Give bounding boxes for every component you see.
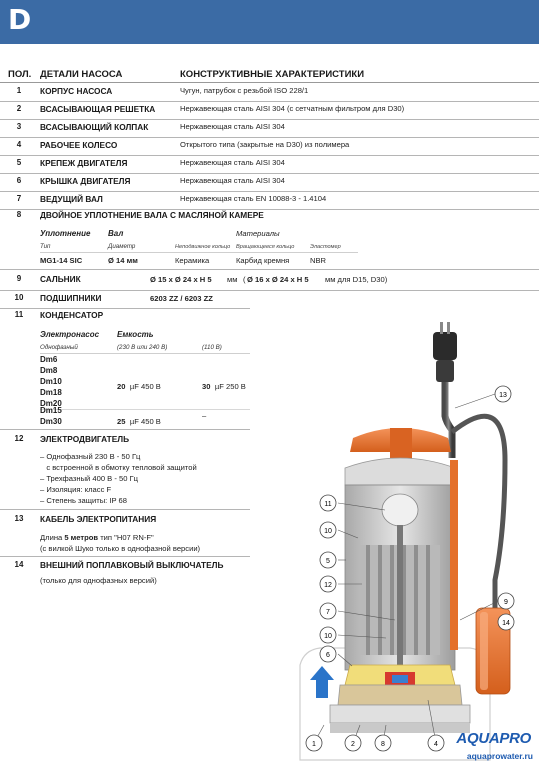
schuko-plug [433,322,457,382]
row-divider [0,269,539,270]
section-letter: D [8,3,32,36]
float-switch-note: (только для однофазных версий) [40,576,157,585]
seal-subheader-divider [40,252,358,253]
float-cable [452,416,505,610]
row-part-name: РАБОЧЕЕ КОЛЕСО [40,140,118,150]
cap-sub-110: (110 В) [202,344,222,351]
row-divider [0,290,539,291]
cap-group-divider [40,409,250,410]
callout-7 [320,603,336,619]
row-part-name: САЛЬНИК [40,274,81,284]
seal-ring [392,675,408,683]
cap-col-pump: Электронасос [40,330,100,339]
svg-text:10: 10 [324,528,332,535]
row-number: 9 [16,274,22,283]
cap-sub-230: (230 В или 240 В) [117,344,168,351]
cap-col-capacity: Емкость [117,330,154,339]
svg-text:2: 2 [351,741,355,748]
seal-sub-fixed: Неподвижное кольцо [175,244,231,250]
row-divider [0,308,250,309]
gland-unit-a: мм [227,275,238,284]
callout-10-top [320,522,336,538]
svg-text:13: 13 [499,392,507,399]
callout-6 [320,646,336,662]
cap-sub-single: Однофазный [40,344,78,351]
svg-text:4: 4 [434,741,438,748]
row-characteristic: Нержавеющая сталь AISI 304 [180,122,285,131]
row-number: 7 [16,194,22,203]
side-strip [450,460,458,650]
row-number: 2 [16,104,22,113]
seal-sub-elastomer: Эластомер [310,244,341,250]
svg-text:14: 14 [502,620,510,627]
row-divider [0,429,250,430]
svg-text:7: 7 [326,609,330,616]
callout-14 [498,614,514,630]
row-number: 8 [16,210,22,219]
seal-rotating-value: Карбид кремня [236,256,290,265]
seal-sub-rotating: Вращающееся кольцо [236,244,295,250]
motor-spec-line: – Степень защиты: IP 68 [40,496,127,505]
callout-12 [320,576,336,592]
motor-specs [40,451,197,506]
impeller [338,685,462,705]
pump-model: Dm8 [40,366,58,375]
svg-text:5: 5 [326,558,330,565]
callout-10-bottom [320,627,336,643]
row-part-name: КРЕПЕЖ ДВИГАТЕЛЯ [40,158,128,168]
pump-model: Dm10 [40,377,62,386]
flow-arrow [310,666,334,698]
callout-13 [495,386,511,402]
header-parts: ДЕТАЛИ НАСОСА [40,69,123,80]
svg-text:9: 9 [504,599,508,606]
row-part-name: ВСАСЫВАЮЩИЙ КОЛПАК [40,122,149,132]
suction-cover [330,705,470,723]
gland-unit-b: мм для D15, D30) [325,275,388,284]
capacitor [382,494,418,526]
seal-sub-diameter: Диаметр [108,243,136,250]
seal-elastomer-value: NBR [310,256,327,265]
table-row-8 [0,210,539,227]
row-characteristic: Открытого типа (закрытые на D30) из полимера [180,140,350,149]
section-banner [0,0,539,44]
svg-text:8: 8 [381,741,385,748]
callout-5 [320,552,336,568]
seal-diameter-value: Ø 14 мм [108,256,138,265]
seal-col-shaft: Вал [108,229,124,238]
header-pos: ПОЛ. [8,69,32,80]
svg-text:12: 12 [324,582,332,589]
callout-9 [498,593,514,609]
pump-model: Dm15 [40,406,62,415]
cap-subheader-divider [40,353,250,354]
bearings-value: 6203 ZZ / 6203 ZZ [150,294,213,303]
row-part-name: ВЕДУЩИЙ ВАЛ [40,194,103,204]
pump-cutaway-drawing [290,320,539,768]
callout-8 [375,735,391,751]
row-number: 4 [16,140,22,149]
callout-11 [320,495,336,511]
pump-model: Dm6 [40,355,58,364]
callout-4 [428,735,444,751]
header-characteristics: КОНСТРУКТИВНЫЕ ХАРАКТЕРИСТИКИ [180,69,365,80]
drive-shaft [397,525,403,685]
row-part-name: КОРПУС НАСОСА [40,86,113,96]
row-number: 10 [14,293,24,302]
svg-text:10: 10 [324,633,332,640]
row-number: 14 [14,560,24,569]
motor-spec-line: с встроенной в обмотку тепловой защитой [40,463,197,472]
row-part-name: КРЫШКА ДВИГАТЕЛЯ [40,176,131,186]
cap-group-2-230: 25 µF 450 В [117,417,161,426]
gland-size-a: Ø 15 x Ø 24 x H 5 [150,275,212,284]
svg-text:11: 11 [324,501,332,508]
pump-model: Dm30 [40,417,62,426]
row-number: 13 [14,514,24,523]
row-divider [0,173,539,174]
row-characteristic: Нержавеющая сталь EN 10088-3 - 1.4104 [180,194,327,203]
row-number: 3 [16,122,22,131]
row-part-name: ПОДШИПНИКИ [40,293,102,303]
cap-group-1-230: 20 µF 450 В [117,382,161,391]
row-number: 1 [16,86,22,95]
row-divider [0,556,250,557]
row-characteristic: Чугун, патрубок с резьбой ISO 228/1 [180,86,309,95]
cap-group-1-110: 30 µF 250 В [202,382,246,391]
cap-group-1-models [40,354,62,409]
seal-type-value: MG1-14 SIC [40,256,83,265]
header-divider [0,82,539,83]
row-part-name: ЭЛЕКТРОДВИГАТЕЛЬ [40,434,130,444]
row-characteristic: Нержавеющая сталь AISI 304 [180,176,285,185]
row-number: 11 [14,310,24,319]
seal-sub-type: Тип [40,243,51,250]
row-part-name: КОНДЕНСАТОР [40,310,104,320]
row-divider [0,137,539,138]
row-divider [0,101,539,102]
row-part-name: ВСАСЫВАЮЩАЯ РЕШЕТКА [40,104,156,114]
pump-model: Dm18 [40,388,62,397]
row-number: 12 [14,434,24,443]
row-divider [0,191,539,192]
seal-fixed-value: Керамика [175,256,210,265]
gland-paren: ( [243,275,246,284]
motor-cover [345,458,455,485]
table-row-9 [0,274,539,291]
row-part-name: ДВОЙНОЕ УПЛОТНЕНИЕ ВАЛА С МАСЛЯНОЙ КАМЕРЕ [40,210,264,220]
row-characteristic: Нержавеющая сталь AISI 304 (с сетчатным фильтром для D30) [180,104,405,113]
motor-spec-line: – Изоляция: класс F [40,485,112,494]
motor-spec-line: – Трехфазный 400 В - 50 Гц [40,474,139,483]
gland-size-b: Ø 16 x Ø 24 x H 5 [247,275,309,284]
watermark-logo: AQUAPRO [456,730,531,747]
pump-model: Dm20 [40,399,62,408]
row-characteristic: Нержавеющая сталь AISI 304 [180,158,285,167]
row-divider [0,119,539,120]
seal-col-seal: Уплотнение [40,229,91,238]
row-divider [0,155,539,156]
motor-spec-line: – Однофазный 230 В - 50 Гц [40,452,141,461]
svg-text:6: 6 [326,652,330,659]
callout-2 [345,735,361,751]
cap-group-2-110: – [202,411,207,420]
cable-length: Длина 5 метров тип "H07 RN-F" [40,533,154,542]
row-number: 5 [16,158,22,167]
cable-note: (с вилкой Шуко только в однофазной версии) [40,544,201,553]
row-number: 6 [16,176,22,185]
callout-1 [306,735,322,751]
svg-text:1: 1 [312,741,316,748]
suction-grille [330,723,470,733]
seal-col-materials: Материалы [236,229,280,238]
row-divider [0,509,250,510]
aquapro-watermark [455,730,537,768]
row-part-name: ВНЕШНИЙ ПОПЛАВКОВЫЙ ВЫКЛЮЧАТЕЛЬ [40,560,224,570]
row-part-name: КАБЕЛЬ ЭЛЕКТРОПИТАНИЯ [40,514,157,524]
cap-group-2-models [40,405,62,427]
watermark-url: aquaprowater.ru [466,751,533,761]
